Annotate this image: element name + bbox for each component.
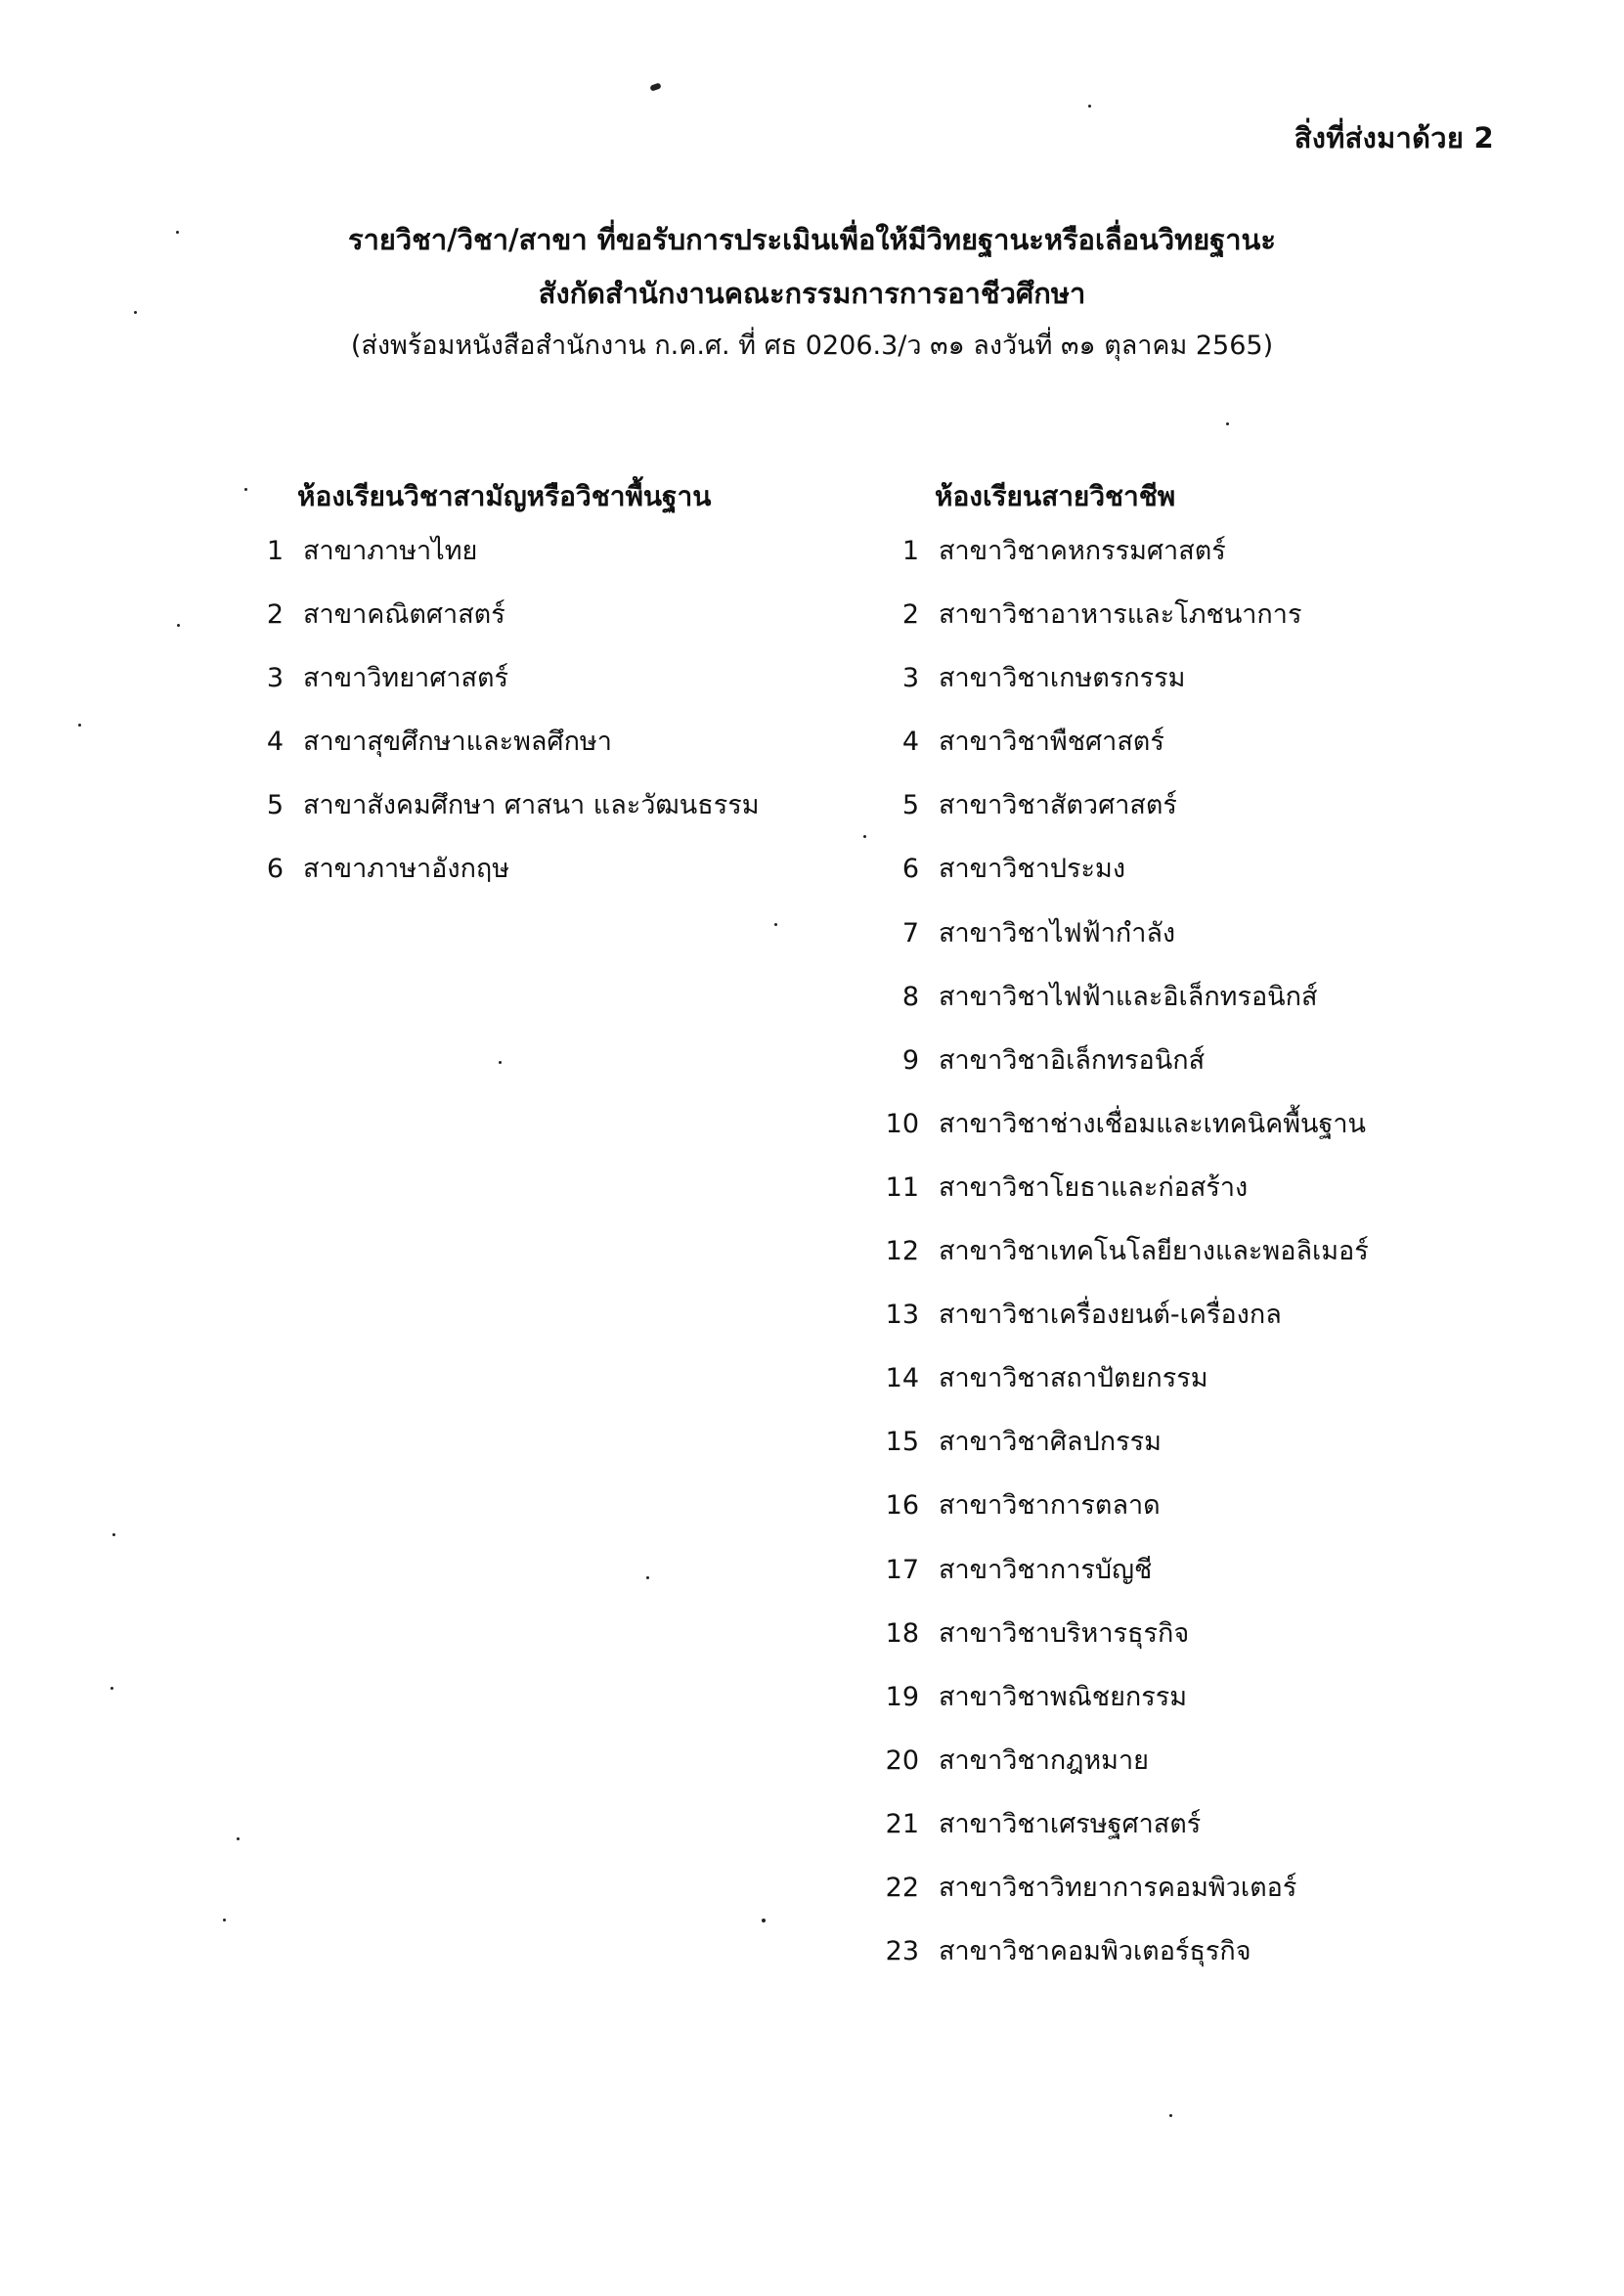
item-label: สาขาภาษาอังกฤษ (303, 854, 510, 885)
scan-speck (110, 1687, 113, 1690)
item-label: สาขาวิชาเทคโนโลยียางและพอลิเมอร์ (939, 1236, 1369, 1267)
item-label: สาขาวิชาสัตวศาสตร์ (939, 790, 1177, 821)
item-label: สาขาวิชาไฟฟ้ากำลัง (939, 917, 1176, 949)
list-item (878, 1805, 1369, 1869)
vocational-subjects-column (878, 477, 1369, 1996)
list-item (878, 1041, 1369, 1105)
item-label: สาขาภาษาไทย (303, 536, 478, 566)
item-number: 15 (885, 1427, 919, 1458)
item-number: 5 (901, 790, 919, 821)
item-label: สาขาวิชาการตลาด (939, 1490, 1161, 1522)
item-label: สาขาวิชาศิลปกรรม (939, 1427, 1162, 1458)
scan-speck (223, 1919, 226, 1921)
list-item (878, 1232, 1369, 1296)
scan-speck (78, 724, 81, 727)
item-number: 6 (901, 854, 919, 885)
list-item (878, 1551, 1369, 1614)
list-item (878, 532, 1369, 596)
item-number: 9 (901, 1044, 919, 1076)
item-number: 8 (901, 981, 919, 1012)
list-item (878, 1678, 1369, 1742)
item-label: สาขาวิชาโยธาและก่อสร้าง (939, 1171, 1249, 1203)
item-label: สาขาวิชาคหกรรมศาสตร์ (939, 536, 1226, 566)
scan-speck (863, 835, 866, 838)
list-item (878, 596, 1369, 659)
item-label: สาขาวิชาเศรษฐศาสตร์ (939, 1808, 1202, 1839)
item-number: 22 (885, 1872, 919, 1903)
item-number: 19 (885, 1681, 919, 1712)
list-item (878, 1869, 1369, 1932)
scan-speck (499, 1061, 502, 1064)
scan-speck (237, 1837, 240, 1840)
title-line-1: รายวิชา/วิชา/สาขา ที่ขอรับการประเมินเพื่อให้มีวิทยฐานะหรือเลื่อนวิทยฐานะ (348, 223, 1276, 256)
item-label: สาขาวิชาพณิชยกรรม (939, 1681, 1188, 1712)
item-label: สาขาวิชากฎหมาย (939, 1744, 1149, 1776)
list-item (878, 1105, 1369, 1169)
item-number: 12 (885, 1236, 919, 1267)
item-label: สาขาวิชาไฟฟ้าและอิเล็กทรอนิกส์ (939, 981, 1318, 1012)
title-reference-line: (ส่งพร้อมหนังสือสำนักงาน ก.ค.ศ. ที่ ศธ 0206.3/ว ๓๑ ลงวันที่ ๓๑ ตุลาคม 2565) (350, 331, 1274, 361)
list-item (262, 532, 760, 596)
item-label: สาขาสังคมศึกษา ศาสนา และวัฒนธรรม (303, 790, 760, 821)
list-item (878, 1486, 1369, 1550)
scan-speck (177, 624, 180, 627)
item-number: 4 (266, 727, 284, 758)
item-number: 7 (901, 917, 919, 949)
item-label: สาขาวิชาคอมพิวเตอร์ธุรกิจ (939, 1936, 1251, 1967)
scan-speck (244, 488, 247, 491)
list-item (262, 786, 760, 850)
list-item (878, 1359, 1369, 1423)
list-item (878, 723, 1369, 786)
item-label: สาขาวิชาการบัญชี (939, 1554, 1153, 1585)
attachment-label: สิ่งที่ส่งมาด้วย 2 (1294, 121, 1494, 155)
item-number: 17 (885, 1554, 919, 1585)
item-number: 11 (885, 1171, 919, 1203)
item-number: 13 (885, 1300, 919, 1331)
list-item (878, 1614, 1369, 1678)
list-item (878, 1169, 1369, 1232)
item-number: 5 (266, 790, 284, 821)
list-item (878, 1423, 1369, 1486)
general-subjects-list (262, 532, 760, 914)
vocational-subjects-list (878, 532, 1369, 1996)
list-item (878, 1296, 1369, 1359)
list-item (262, 723, 760, 786)
list-item (262, 659, 760, 723)
list-item (262, 596, 760, 659)
item-number: 14 (885, 1363, 919, 1394)
list-item (262, 850, 760, 913)
item-number: 23 (885, 1936, 919, 1967)
vocational-subjects-heading: ห้องเรียนสายวิชาชีพ (935, 480, 1176, 512)
item-label: สาขาสุขศึกษาและพลศึกษา (303, 727, 612, 758)
list-item (878, 850, 1369, 913)
title-line-2: สังกัดสำนักงานคณะกรรมการการอาชีวศึกษา (538, 277, 1086, 310)
item-label: สาขาวิชาสถาปัตยกรรม (939, 1363, 1208, 1394)
item-label: สาขาวิชาพืชศาสตร์ (939, 727, 1164, 758)
item-number: 16 (885, 1490, 919, 1522)
scan-speck (762, 1919, 766, 1922)
list-item (878, 1932, 1369, 1996)
list-item (878, 978, 1369, 1041)
scan-speck (112, 1533, 115, 1536)
item-label: สาขาวิชาวิทยาการคอมพิวเตอร์ (939, 1872, 1297, 1903)
item-label: สาขาวิชาเครื่องยนต์-เครื่องกล (939, 1300, 1282, 1331)
item-label: สาขาวิชาช่างเชื่อมและเทคนิคพื้นฐาน (939, 1108, 1366, 1139)
item-number: 18 (885, 1617, 919, 1649)
item-number: 21 (885, 1808, 919, 1839)
scan-speck (649, 82, 661, 91)
item-number: 4 (901, 727, 919, 758)
document-title (0, 220, 1624, 365)
item-label: สาขาวิชาเกษตรกรรม (939, 663, 1186, 694)
scan-speck (1226, 422, 1229, 425)
item-number: 1 (901, 536, 919, 566)
general-subjects-heading: ห้องเรียนวิชาสามัญหรือวิชาพื้นฐาน (297, 480, 712, 512)
item-number: 1 (266, 536, 284, 566)
item-number: 6 (266, 854, 284, 885)
list-item (878, 786, 1369, 850)
list-item (878, 914, 1369, 978)
list-item (878, 1742, 1369, 1805)
item-number: 3 (901, 663, 919, 694)
item-label: สาขาวิชาอาหารและโภชนาการ (939, 599, 1302, 631)
scan-speck (1169, 2114, 1172, 2117)
item-label: สาขาวิทยาศาสตร์ (303, 663, 509, 694)
item-number: 20 (885, 1744, 919, 1776)
item-label: สาขาคณิตศาสตร์ (303, 599, 505, 631)
item-number: 2 (901, 599, 919, 631)
item-number: 10 (885, 1108, 919, 1139)
scan-speck (646, 1576, 649, 1579)
item-number: 2 (266, 599, 284, 631)
scan-speck (1088, 105, 1091, 108)
item-label: สาขาวิชาบริหารธุรกิจ (939, 1617, 1190, 1649)
item-label: สาขาวิชาอิเล็กทรอนิกส์ (939, 1044, 1206, 1076)
general-subjects-column (262, 477, 760, 914)
scan-speck (774, 923, 777, 926)
item-label: สาขาวิชาประมง (939, 854, 1126, 885)
item-number: 3 (266, 663, 284, 694)
list-item (878, 659, 1369, 723)
